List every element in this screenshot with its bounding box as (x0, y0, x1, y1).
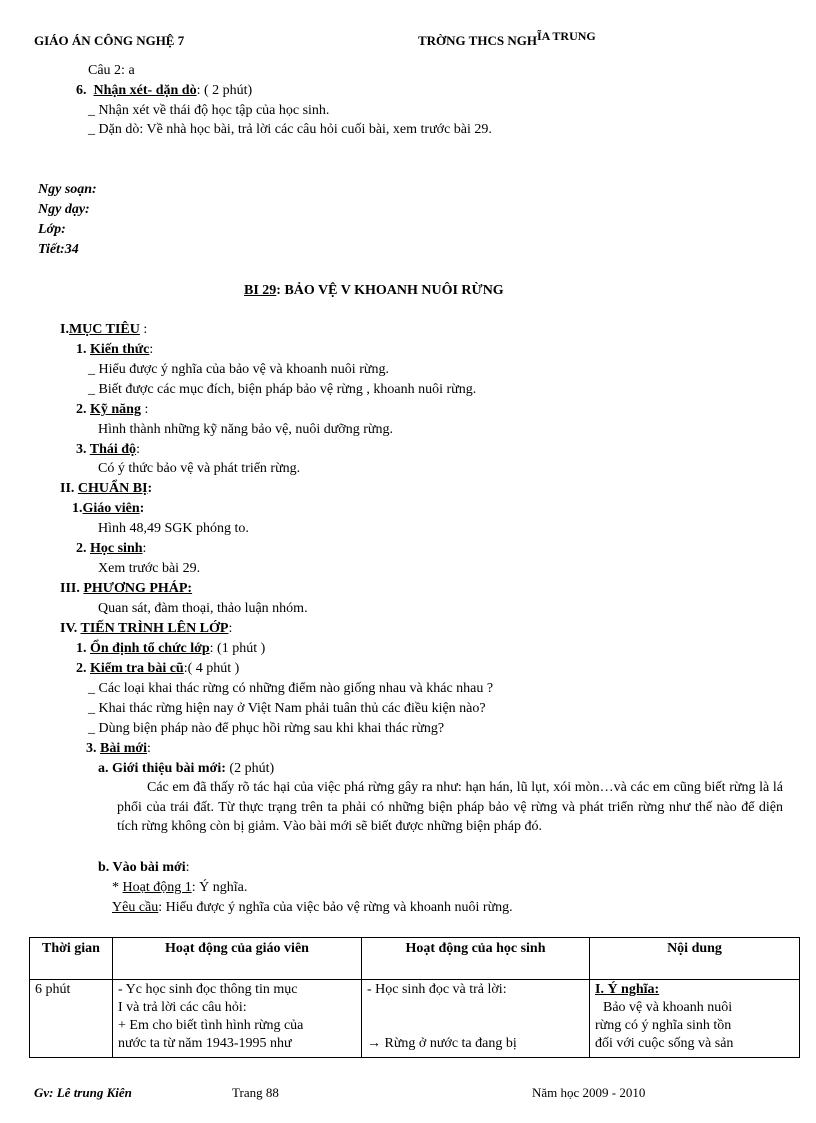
table-header-row (30, 938, 800, 980)
review-question-2: _ Khai thác rừng hiện nay ở Việt Nam phải tuân thủ các điều kiện nào? (88, 701, 486, 716)
student-heading (76, 540, 146, 557)
stabilize-heading (76, 640, 265, 657)
review-time: :( 4 phút ) (183, 661, 240, 676)
section1-num: I. (60, 322, 69, 337)
requirement-rest: : Hiểu được ý nghĩa của việc bảo vệ rừng và khoanh nuôi rừng. (158, 900, 513, 915)
tiet: Tiết:34 (38, 242, 79, 257)
header-time: Thời gian (30, 938, 113, 980)
student-num: 2. (76, 541, 87, 556)
teacher-line-2: I và trả lời các câu hỏi: (118, 1000, 247, 1015)
item6-title: Nhận xét- dặn dò (93, 83, 197, 98)
section1-heading (60, 321, 147, 338)
teacher-line: Hình 48,49 SGK phóng to. (98, 521, 249, 536)
knowledge-num: 1. (76, 342, 87, 357)
header-school: TRỜNG THCS NGH (418, 33, 537, 48)
student-title: Học sinh (90, 541, 143, 556)
new-lesson-num: 3. (86, 741, 97, 756)
knowledge-line-1: _ Hiểu được ý nghĩa của bảo vệ và khoanh nuôi rừng. (88, 362, 389, 377)
section4-title: TIẾN TRÌNH LÊN LỚP (80, 621, 229, 636)
method-line: Quan sát, đàm thoại, thảo luận nhóm. (98, 601, 308, 616)
footer-year: Năm học 2009 - 2010 (532, 1085, 646, 1100)
item6-number: 6. (76, 83, 87, 98)
section4-heading (60, 620, 232, 637)
footer-page: Trang 88 (232, 1085, 279, 1100)
cell-spacer-2 (367, 1017, 584, 1035)
ngay-soan: Ngy soạn: (38, 182, 97, 197)
stabilize-title: Ổn định tổ chức lớp (90, 641, 210, 656)
knowledge-colon: : (149, 342, 154, 357)
content-title: I. Ý nghĩa: (595, 982, 660, 997)
intro-heading (98, 760, 274, 777)
skills-title: Kỹ năng (90, 402, 141, 417)
stabilize-time: : (1 phút ) (209, 641, 266, 656)
ngay-day: Ngy dạy: (38, 202, 90, 217)
section3-num: III. (60, 581, 80, 596)
teacher-line-1: - Yc học sinh đọc thông tin mục (118, 982, 298, 997)
item6-time: : ( 2 phút) (196, 83, 253, 98)
section2-num: II. (60, 481, 75, 496)
cell-content (590, 980, 800, 1058)
section1-colon: : (139, 322, 148, 337)
intro-paragraph: Các em đã thấy rõ tác hại của việc phá rừng gây ra như: hạn hán, lũ lụt, xói mòn…và các em cũng biết rừng là lá phổi của trái đất. Từ thực trạng trên ta phải có những biện pháp bảo vệ rừng và phát triển rừng như thế nào để diện tích rừng không còn bị giảm. Vào bài mới sẽ biết được những biện pháp đó. (117, 780, 783, 834)
requirement-title: Yêu cầu (112, 900, 159, 915)
content-line-1: Bảo vệ và khoanh nuôi (603, 1000, 733, 1015)
review-question-1: _ Các loại khai thác rừng có những điểm nào giống nhau và khác nhau ? (88, 681, 494, 696)
teacher-line-4: nước ta từ năm 1943-1995 như (118, 1036, 292, 1051)
intro-time: (2 phút) (225, 761, 275, 776)
review-num: 2. (76, 661, 87, 676)
cell-spacer (367, 999, 584, 1017)
answer-cau2: Câu 2: a (88, 63, 135, 78)
activity-table (29, 937, 800, 1058)
lesson-name: : BẢO VỆ V KHOANH NUÔI RỪNG (276, 283, 504, 298)
section2-colon: : (147, 481, 153, 496)
review-question-3: _ Dùng biện pháp nào để phục hồi rừng sau khi khai thác rừng? (88, 721, 445, 736)
section1-title: MỤC TIÊU (68, 322, 140, 337)
section2-title: CHUẨN BỊ (77, 481, 148, 496)
header-student-activity: Hoạt động của học sinh (362, 938, 590, 980)
teacher-title: Giáo viên (82, 501, 140, 516)
arrow-right-icon: → (367, 1036, 381, 1051)
header-teacher-activity: Hoạt động của giáo viên (113, 938, 362, 980)
teacher-line-3: + Em cho biết tình hình rừng của (118, 1018, 304, 1033)
skills-heading (76, 401, 148, 418)
item6-heading (76, 82, 252, 99)
new-lesson-title: Bài mới (100, 741, 148, 756)
content-line-3: đối với cuộc sống và sản (595, 1036, 734, 1051)
attitude-num: 3. (76, 442, 87, 457)
review-title: Kiểm tra bài cũ (90, 661, 184, 676)
student-answer-2: Rừng ở nước ta đang bị (384, 1036, 517, 1051)
header-content: Nội dung (590, 938, 800, 980)
review-heading (76, 660, 239, 677)
header-left: GIÁO ÁN CÔNG NGHỆ 7 (34, 33, 185, 48)
cell-teacher (113, 980, 362, 1058)
header-school-suffix: ĨA TRUNG (536, 29, 596, 43)
skills-colon: : (140, 402, 149, 417)
student-colon: : (142, 541, 147, 556)
enter-lesson-label: b. Vào bài mới (98, 860, 186, 875)
lop: Lớp: (38, 222, 66, 237)
knowledge-line-2: _ Biết được các mục đích, biện pháp bảo vệ rừng , khoanh nuôi rừng. (88, 382, 477, 397)
section4-colon: : (228, 621, 233, 636)
teacher-colon: : (139, 501, 145, 516)
student-answer-1: - Học sinh đọc và trả lời: (367, 982, 507, 997)
skills-num: 2. (76, 402, 87, 417)
attitude-colon: : (136, 442, 140, 457)
activity1-title: Hoạt động 1 (122, 880, 192, 895)
content-line-2: rừng có ý nghĩa sinh tồn (595, 1018, 732, 1033)
knowledge-heading (76, 341, 153, 358)
attitude-title: Thái độ (89, 442, 137, 457)
activity1-rest: : Ý nghĩa. (191, 880, 248, 895)
table-row (30, 980, 800, 1058)
knowledge-title: Kiến thức (90, 342, 150, 357)
section3-title: PHƯƠNG PHÁP: (83, 581, 193, 596)
teacher-num: 1. (72, 501, 83, 516)
activity1-star: * (112, 880, 123, 895)
cell-student (362, 980, 590, 1058)
homework-line: _ Dặn dò: Về nhà học bài, trả lời các câu hỏi cuối bài, xem trước bài 29. (88, 122, 492, 137)
skills-line: Hình thành những kỹ năng bảo vệ, nuôi dưỡng rừng. (98, 422, 393, 437)
student-answer-2-wrap (367, 1035, 584, 1053)
intro-label: a. Giới thiệu bài mới: (98, 761, 226, 776)
stabilize-num: 1. (76, 641, 87, 656)
cell-time: 6 phút (30, 980, 113, 1058)
remark-line: _ Nhận xét về thái độ học tập của học sinh. (88, 103, 330, 118)
new-lesson-colon: : (147, 741, 151, 756)
activity1-heading (112, 879, 247, 896)
attitude-line: Có ý thức bảo vệ và phát triển rừng. (98, 461, 301, 476)
lesson-title (244, 282, 504, 299)
section2-heading (60, 480, 152, 497)
requirement-line (112, 899, 513, 916)
enter-lesson-colon: : (185, 860, 190, 875)
student-line: Xem trước bài 29. (98, 561, 201, 576)
attitude-heading (76, 441, 140, 458)
footer-author: Gv: Lê trung Kiên (34, 1085, 132, 1100)
new-lesson-heading (86, 740, 151, 757)
section3-heading (60, 580, 192, 597)
enter-lesson-heading (98, 859, 190, 876)
header-right (418, 29, 596, 50)
section4-num: IV. (60, 621, 78, 636)
teacher-heading (72, 500, 144, 517)
lesson-number: BI 29 (244, 283, 277, 298)
